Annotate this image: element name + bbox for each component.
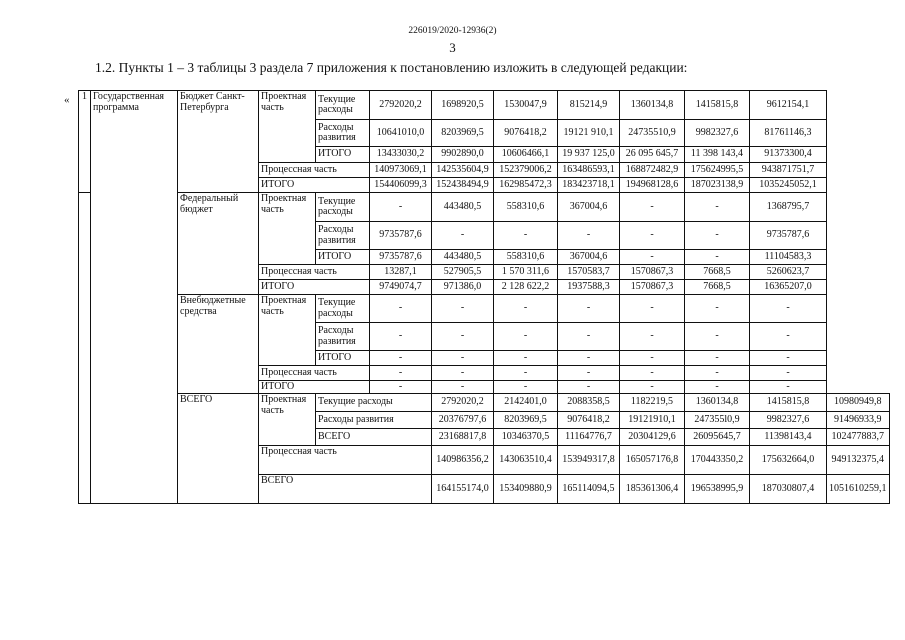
project-part-label: Проектная часть (259, 394, 316, 446)
table-cell: 81761146,3 (750, 120, 827, 147)
table-cell: 19 937 125,0 (558, 147, 620, 163)
table-cell: 20376797,6 (432, 412, 494, 429)
table-cell: - (750, 323, 827, 351)
table-cell: 1570867,3 (620, 280, 685, 295)
table-cell: - (432, 295, 494, 323)
table-cell: 7668,5 (685, 265, 750, 280)
table-cell: 9076418,2 (558, 412, 620, 429)
table-cell: - (370, 366, 432, 381)
table-cell: - (370, 323, 432, 351)
itogo-label: ИТОГО (259, 381, 370, 394)
table-cell: - (685, 250, 750, 265)
project-part-label: Проектная часть (259, 91, 316, 163)
table-cell: - (494, 222, 558, 250)
table-cell: 1051610259,1 (827, 475, 890, 504)
table-row (79, 295, 890, 323)
table-cell: 2142401,0 (494, 394, 558, 412)
number-column-blank (79, 193, 91, 504)
table-cell: 943871751,7 (750, 163, 827, 178)
table-cell: 9612154,1 (750, 91, 827, 120)
table-cell: 23168817,8 (432, 429, 494, 446)
table-cell: 91496933,9 (827, 412, 890, 429)
process-part-label: Процессная часть (259, 265, 370, 280)
table-cell: 527905,5 (432, 265, 494, 280)
table-row (79, 193, 890, 222)
table-cell: - (494, 381, 558, 394)
table-cell: 175632664,0 (750, 446, 827, 475)
table-cell: 152379006,2 (494, 163, 558, 178)
table-cell: - (685, 222, 750, 250)
table-cell: 9735787,6 (370, 222, 432, 250)
table-cell: 443480,5 (432, 250, 494, 265)
table-cell: 2 128 622,2 (494, 280, 558, 295)
table-cell: - (685, 193, 750, 222)
table-cell: - (494, 295, 558, 323)
table-cell: 10346370,5 (494, 429, 558, 446)
intro-text: 1.2. Пункты 1 – 3 таблицы 3 раздела 7 приложения к постановлению изложить в следующей редакции: (95, 60, 688, 75)
current-expenses-label: Текущие расходы (316, 91, 370, 120)
table-cell: - (620, 222, 685, 250)
table-cell: - (750, 381, 827, 394)
development-expenses-label: Расходы развития (316, 412, 432, 429)
table-cell: 367004,6 (558, 193, 620, 222)
table-cell: 153949317,8 (558, 446, 620, 475)
row-number: 1 (79, 91, 91, 193)
table-cell: 187023138,9 (685, 178, 750, 193)
vsego-group-label: ВСЕГО (178, 394, 259, 504)
table-cell: 11 398 143,4 (685, 147, 750, 163)
process-part-label: Процессная часть (259, 366, 370, 381)
table-cell: 9076418,2 (494, 120, 558, 147)
table-cell: 168872482,9 (620, 163, 685, 178)
table-cell: - (620, 381, 685, 394)
table-cell: 1 570 311,6 (494, 265, 558, 280)
table-cell: 9735787,6 (370, 250, 432, 265)
table-cell: 162985472,3 (494, 178, 558, 193)
table-cell: 10641010,0 (370, 120, 432, 147)
table-cell: 142535604,9 (432, 163, 494, 178)
table-cell: 165114094,5 (558, 475, 620, 504)
table-cell: 140973069,1 (370, 163, 432, 178)
table-cell: 16365207,0 (750, 280, 827, 295)
table-cell: 102477883,7 (827, 429, 890, 446)
table-cell: 949132375,4 (827, 446, 890, 475)
table-cell: - (750, 366, 827, 381)
table-cell: 164155174,0 (432, 475, 494, 504)
table-cell: - (494, 351, 558, 366)
development-expenses-label: Расходы развития (316, 323, 370, 351)
table-cell: 10606466,1 (494, 147, 558, 163)
table-cell: 8203969,5 (494, 412, 558, 429)
table-cell: 143063510,4 (494, 446, 558, 475)
table-cell: - (558, 222, 620, 250)
process-part-label: Процессная часть (259, 163, 370, 178)
current-expenses-label: Текущие расходы (316, 193, 370, 222)
current-expenses-label: Текущие расходы (316, 394, 432, 412)
table-cell: - (620, 366, 685, 381)
table-cell: - (558, 351, 620, 366)
table-cell: 1415815,8 (750, 394, 827, 412)
table-cell: - (620, 250, 685, 265)
project-part-label: Проектная часть (259, 295, 316, 366)
table-cell: 11164776,7 (558, 429, 620, 446)
table-cell: 1698920,5 (432, 91, 494, 120)
table-row (79, 91, 890, 120)
table-cell: 971386,0 (432, 280, 494, 295)
table-cell: 196538995,9 (685, 475, 750, 504)
table-cell: - (685, 351, 750, 366)
table-cell: 10980949,8 (827, 394, 890, 412)
table-row (79, 394, 890, 412)
table-cell: 13433030,2 (370, 147, 432, 163)
table-cell: - (432, 323, 494, 351)
development-expenses-label: Расходы развития (316, 120, 370, 147)
project-part-label: Проектная часть (259, 193, 316, 265)
table-cell: 11398143,4 (750, 429, 827, 446)
table-cell: 26095645,7 (685, 429, 750, 446)
table-cell: - (620, 193, 685, 222)
table-cell: - (370, 351, 432, 366)
table-cell: - (432, 222, 494, 250)
table-cell: 9735787,6 (750, 222, 827, 250)
table-cell: - (685, 295, 750, 323)
table-cell: - (558, 381, 620, 394)
table-cell: 9749074,7 (370, 280, 432, 295)
table-cell: 1570583,7 (558, 265, 620, 280)
table-cell: 183423718,1 (558, 178, 620, 193)
table-cell: 163486593,1 (558, 163, 620, 178)
table-cell: - (685, 381, 750, 394)
table-cell: - (432, 381, 494, 394)
process-part-label: Процессная часть (259, 446, 432, 475)
itogo-label: ИТОГО (259, 178, 370, 193)
table-cell: 1360134,8 (620, 91, 685, 120)
table-cell: - (558, 366, 620, 381)
table-cell: 558310,6 (494, 250, 558, 265)
table-cell: 11104583,3 (750, 250, 827, 265)
table-cell: 194968128,6 (620, 178, 685, 193)
table-cell: - (432, 351, 494, 366)
document-code: 226019/2020-12936(2) (408, 26, 497, 36)
table-cell: 1368795,7 (750, 193, 827, 222)
table-cell: 815214,9 (558, 91, 620, 120)
source-federal: Федеральный бюджет (178, 193, 259, 295)
table-cell: 26 095 645,7 (620, 147, 685, 163)
itogo-label: ИТОГО (316, 250, 370, 265)
page-number: 3 (449, 40, 456, 55)
table-cell: 153409880,9 (494, 475, 558, 504)
table-cell: - (370, 381, 432, 394)
table-cell: 1035245052,1 (750, 178, 827, 193)
table-cell: 1360134,8 (685, 394, 750, 412)
table-cell: 1937588,3 (558, 280, 620, 295)
source-spb: Бюджет Санкт-Петербурга (178, 91, 259, 193)
table-cell: 13287,1 (370, 265, 432, 280)
table-cell: - (432, 366, 494, 381)
table-cell: 1182219,5 (620, 394, 685, 412)
source-extra-budgetary: Внебюджетные средства (178, 295, 259, 394)
table-cell: 170443350,2 (685, 446, 750, 475)
current-expenses-label: Текущие расходы (316, 295, 370, 323)
table-cell: - (494, 366, 558, 381)
table-cell: 2088358,5 (558, 394, 620, 412)
table-cell: 9902890,0 (432, 147, 494, 163)
table-cell: 165057176,8 (620, 446, 685, 475)
table-cell: - (685, 366, 750, 381)
opening-quote: « (64, 94, 70, 106)
table-cell: 8203969,5 (432, 120, 494, 147)
table-cell: 187030807,4 (750, 475, 827, 504)
table-cell: 152438494,9 (432, 178, 494, 193)
vsego-label: ВСЕГО (316, 429, 432, 446)
table-cell: 2792020,2 (432, 394, 494, 412)
table-cell: 140986356,2 (432, 446, 494, 475)
table-cell: - (370, 295, 432, 323)
table-cell: 9982327,6 (685, 120, 750, 147)
table-cell: 91373300,4 (750, 147, 827, 163)
program-name: Государственная программа (91, 91, 178, 504)
table-cell: 19121 910,1 (558, 120, 620, 147)
budget-table (78, 90, 890, 504)
table-cell: 175624995,5 (685, 163, 750, 178)
table-cell: - (620, 323, 685, 351)
table-cell: 558310,6 (494, 193, 558, 222)
table-cell: 20304129,6 (620, 429, 685, 446)
table-cell: 7668,5 (685, 280, 750, 295)
itogo-label: ИТОГО (316, 351, 370, 366)
table-cell: - (750, 295, 827, 323)
table-cell: - (620, 351, 685, 366)
table-cell: 1530047,9 (494, 91, 558, 120)
table-cell: 9982327,6 (750, 412, 827, 429)
development-expenses-label: Расходы развития (316, 222, 370, 250)
table-cell: - (620, 295, 685, 323)
table-cell: - (685, 323, 750, 351)
table-cell: 247355l0,9 (685, 412, 750, 429)
table-cell: - (558, 295, 620, 323)
table-cell: - (750, 351, 827, 366)
table-cell: - (370, 193, 432, 222)
table-cell: 19121910,1 (620, 412, 685, 429)
table-cell: 1570867,3 (620, 265, 685, 280)
table-cell: 367004,6 (558, 250, 620, 265)
table-cell: - (494, 323, 558, 351)
table-cell: 24735510,9 (620, 120, 685, 147)
table-cell: 5260623,7 (750, 265, 827, 280)
vsego-total-label: ВСЕГО (259, 475, 432, 504)
table-cell: 185361306,4 (620, 475, 685, 504)
table-cell: 443480,5 (432, 193, 494, 222)
table-cell: 154406099,3 (370, 178, 432, 193)
table-cell: 2792020,2 (370, 91, 432, 120)
table-cell: - (558, 323, 620, 351)
table-cell: 1415815,8 (685, 91, 750, 120)
itogo-label: ИТОГО (259, 280, 370, 295)
itogo-label: ИТОГО (316, 147, 370, 163)
